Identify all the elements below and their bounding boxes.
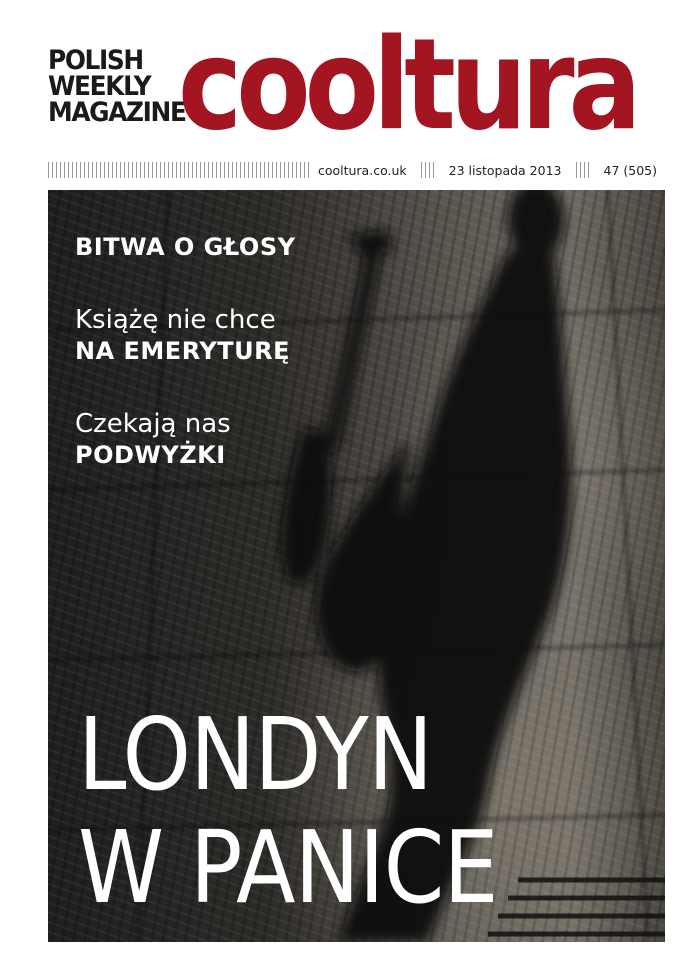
cover-story-2-line-2: NA EMERYTURĘ [75, 337, 290, 365]
main-headline-line-1: LONDYN [78, 696, 433, 813]
tagline-line-3: MAGAZINE [48, 97, 186, 128]
cover-story-1: BITWA O GŁOSY [75, 233, 296, 261]
cover-story-2-line-1: Książę nie chce [75, 305, 276, 335]
issue-info-bar [48, 158, 665, 182]
divider-ticks [421, 162, 435, 178]
issue-date: 23 listopada 2013 [448, 162, 562, 178]
cover-photo [48, 190, 665, 942]
cover-story-3-line-2: PODWYŻKI [75, 441, 226, 469]
magazine-logo: cooltura [178, 11, 636, 158]
main-headline-line-2: W PANICE [78, 809, 498, 926]
tagline-line-2: WEEKLY [48, 71, 151, 102]
issue-number: 47 (505) [603, 162, 657, 178]
divider-ticks [48, 162, 310, 178]
tagline-line-1: POLISH [48, 45, 143, 76]
cover-story-3-line-1: Czekają nas [75, 409, 231, 439]
website-link[interactable]: cooltura.co.uk [317, 162, 407, 178]
magazine-tagline [48, 45, 186, 128]
divider-ticks [576, 162, 590, 178]
